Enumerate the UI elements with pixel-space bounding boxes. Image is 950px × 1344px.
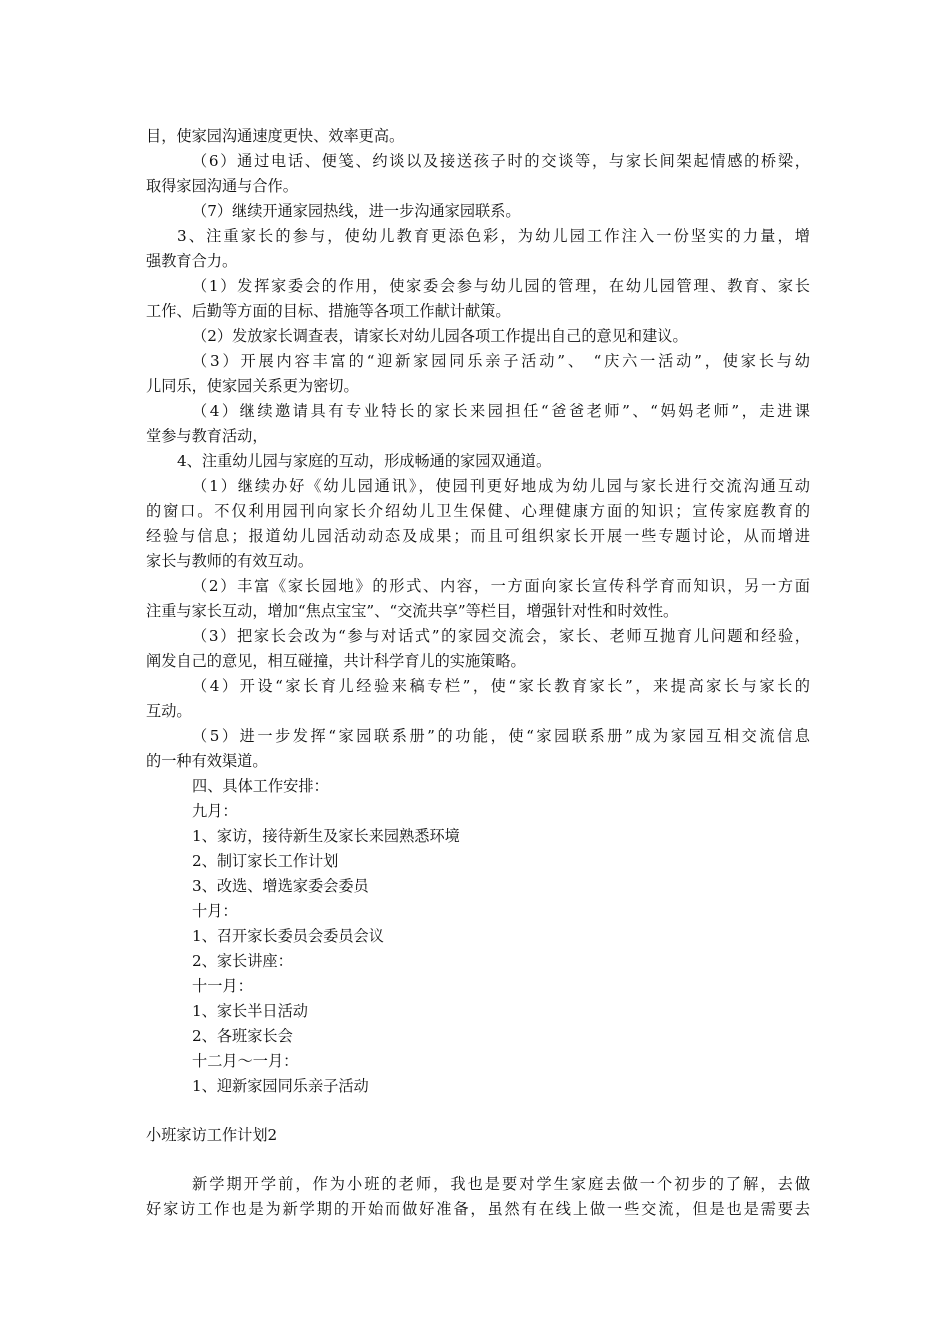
text-line: 互动。: [146, 702, 192, 720]
text-line: 1、家访，接待新生及家长来园熟悉环境: [192, 827, 460, 845]
text-line: 1、家长半日活动: [192, 1002, 308, 1020]
text-line: （1）发挥家委会的作用，使家委会参与幼儿园的管理，在幼儿园管理、教育、家长: [192, 277, 810, 295]
text-line: 阐发自己的意见，相互碰撞，共计科学育儿的实施策略。: [146, 652, 526, 670]
text-line: （4）继续邀请具有专业特长的家长来园担任“爸爸老师”、“妈妈老师”，走进课: [192, 402, 810, 420]
text-line: 经验与信息；报道幼儿园活动动态及成果；而且可组织家长开展一些专题讨论，从而增进: [146, 527, 810, 545]
text-line: 九月：: [192, 802, 238, 820]
paragraph-gap: [146, 1148, 810, 1172]
text-line: （4）开设“家长育儿经验来稿专栏”，使“家长教育家长”，来提高家长与家长的: [192, 677, 810, 695]
text-line: 儿同乐，使家园关系更为密切。: [146, 377, 359, 395]
text-line: 十一月：: [192, 977, 253, 995]
text-line: 强教育合力。: [146, 252, 238, 270]
text-line: 家长与教师的有效互动。: [146, 552, 314, 570]
text-line: 十月：: [192, 902, 238, 920]
text-line: 十二月～一月：: [192, 1052, 299, 1070]
text-line: （3）把家长会改为“参与对话式”的家园交流会，家长、老师互抛育儿问题和经验，: [192, 627, 810, 645]
text-line: 好家访工作也是为新学期的开始而做好准备，虽然有在线上做一些交流，但是也是需要去: [146, 1200, 810, 1218]
text-line: （1）继续办好《幼儿园通讯》，使园刊更好地成为幼儿园与家长进行交流沟通互动: [192, 477, 810, 495]
text-line: （2）发放家长调查表，请家长对幼儿园各项工作提出自己的意见和建议。: [192, 327, 688, 345]
text-line: 3、注重家长的参与，使幼儿教育更添色彩，为幼儿园工作注入一份坚实的力量，增: [177, 227, 810, 245]
text-line: 取得家园沟通与合作。: [146, 177, 298, 195]
text-line: 新学期开学前，作为小班的老师，我也是要对学生家庭去做一个初步的了解，去做: [192, 1175, 810, 1193]
text-line: 四、具体工作安排：: [192, 777, 329, 795]
text-line: 堂参与教育活动，: [146, 427, 268, 445]
text-line: 4、注重幼儿园与家庭的互动，形成畅通的家园双通道。: [177, 452, 552, 470]
text-line: （3）开展内容丰富的“迎新家园同乐亲子活动”、 “庆六一活动”，使家长与幼: [192, 352, 810, 370]
text-line: 3、改选、增选家委会委员: [192, 877, 369, 895]
text-line: 目，使家园沟通速度更快、效率更高。: [146, 127, 405, 145]
text-line: 2、制订家长工作计划: [192, 852, 339, 870]
section-title: 小班家访工作计划2: [146, 1126, 278, 1144]
text-line: 2、家长讲座：: [192, 952, 293, 970]
text-line: （6）通过电话、便笺、约谈以及接送孩子时的交谈等，与家长间架起情感的桥梁，: [192, 152, 810, 170]
text-line: 1、迎新家园同乐亲子活动: [192, 1077, 369, 1095]
text-line: 工作、后勤等方面的目标、措施等各项工作献计献策。: [146, 302, 511, 320]
text-line: （5）进一步发挥“家园联系册”的功能，使“家园联系册”成为家园互相交流信息: [192, 727, 810, 745]
text-line: （7）继续开通家园热线，进一步沟通家园联系。: [192, 202, 521, 220]
text-line: 1、召开家长委员会委员会议: [192, 927, 384, 945]
document-body: [146, 124, 810, 1222]
text-line: 2、各班家长会: [192, 1027, 293, 1045]
text-line: 的一种有效渠道。: [146, 752, 268, 770]
text-line: 的窗口。不仅利用园刊向家长介绍幼儿卫生保健、心理健康方面的知识；宣传家庭教育的: [146, 502, 810, 520]
paragraph-gap: [146, 1099, 810, 1123]
text-line: （2）丰富《家长园地》的形式、内容，一方面向家长宣传科学育而知识，另一方面: [192, 577, 810, 595]
text-line: 注重与家长互动，增加“焦点宝宝”、“交流共享”等栏目，增强针对性和时效性。: [146, 602, 679, 620]
